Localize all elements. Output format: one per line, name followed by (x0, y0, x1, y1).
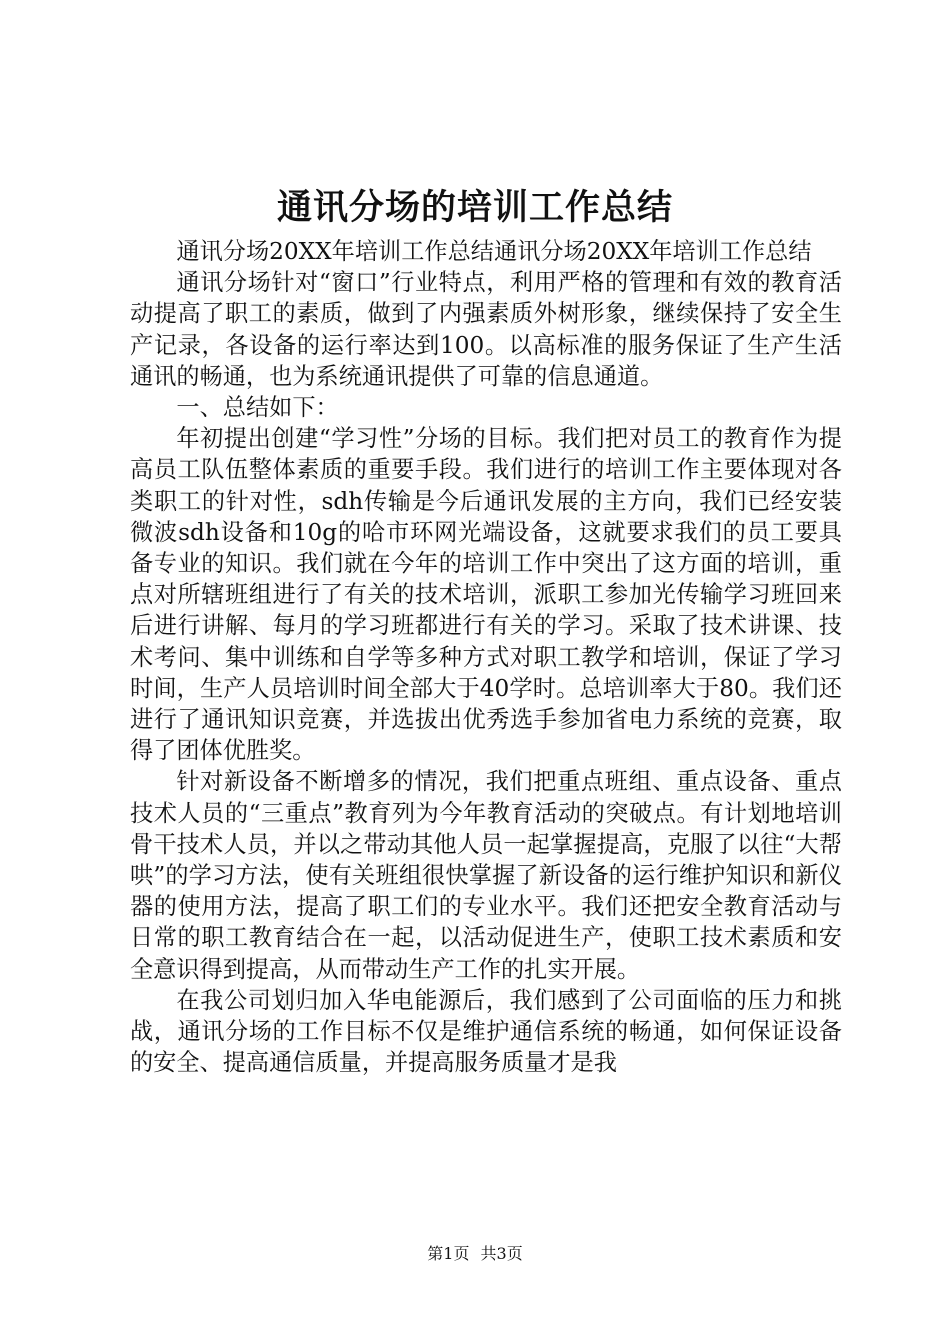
document-title: 通讯分场的培训工作总结 (276, 187, 673, 228)
document-body (130, 236, 842, 1078)
page-footer (0, 1243, 950, 1265)
paragraph-intro: 通讯分场针对“窗口”行业特点，利用严格的管理和有效的教育活动提高了职工的素质，做到了内强素质外树形象，继续保持了安全生产记录，各设备的运行率达到100。以高标准的服务保证了生产生活通讯的畅通，也为系统通讯提供了可靠的信息通道。 (130, 269, 842, 390)
paragraph-section-heading: 一、总结如下： (176, 394, 339, 422)
paragraph-heading-repeat: 通讯分场20XX年培训工作总结通讯分场20XX年培训工作总结 (176, 238, 812, 265)
paragraph-new-equipment: 针对新设备不断增多的情况，我们把重点班组、重点设备、重点技术人员的“三重点”教育列为今年教育活动的突破点。有计划地培训骨干技术人员，并以之带动其他人员一起掌握提高，克服了以往“大帮哄”的学习方法，使有关班组很快掌握了新设备的运行维护知识和新仪器的使用方法，提高了职工们的专业水平。我们还把安全教育活动与日常的职工教育结合在一起，以活动促进生产，使职工技术素质和安全意识得到提高，从而带动生产工作的扎实开展。 (130, 768, 842, 983)
page-number-total: 共3页 (480, 1244, 523, 1263)
paragraph-company-merger: 在我公司划归加入华电能源后，我们感到了公司面临的压力和挑战，通讯分场的工作目标不仅是维护通信系统的畅通，如何保证设备的安全、提高通信质量，并提高服务质量才是我 (130, 986, 842, 1077)
page-number-current: 第1页 (427, 1244, 470, 1263)
paragraph-learning-goal: 年初提出创建“学习性”分场的目标。我们把对员工的教育作为提高员工队伍整体素质的重要手段。我们进行的培训工作主要体现对各类职工的针对性，sdh传输是今后通讯发展的主方向，我们已经安装微波sdh设备和10g的哈市环网光端设备，这就要求我们的员工要具备专业的知识。我们就在今年的培训工作中突出了这方面的培训，重点对所辖班组进行了有关的技术培训，派职工参加光传输学习班回来后进行讲解、每月的学习班都进行有关的学习。采取了技术讲课、技术考问、集中训练和自学等多种方式对职工教学和培训，保证了学习时间，生产人员培训时间全部大于40学时。总培训率大于80。我们还进行了通讯知识竞赛，并选拔出优秀选手参加省电力系统的竞赛，取得了团体优胜奖。 (130, 425, 842, 765)
